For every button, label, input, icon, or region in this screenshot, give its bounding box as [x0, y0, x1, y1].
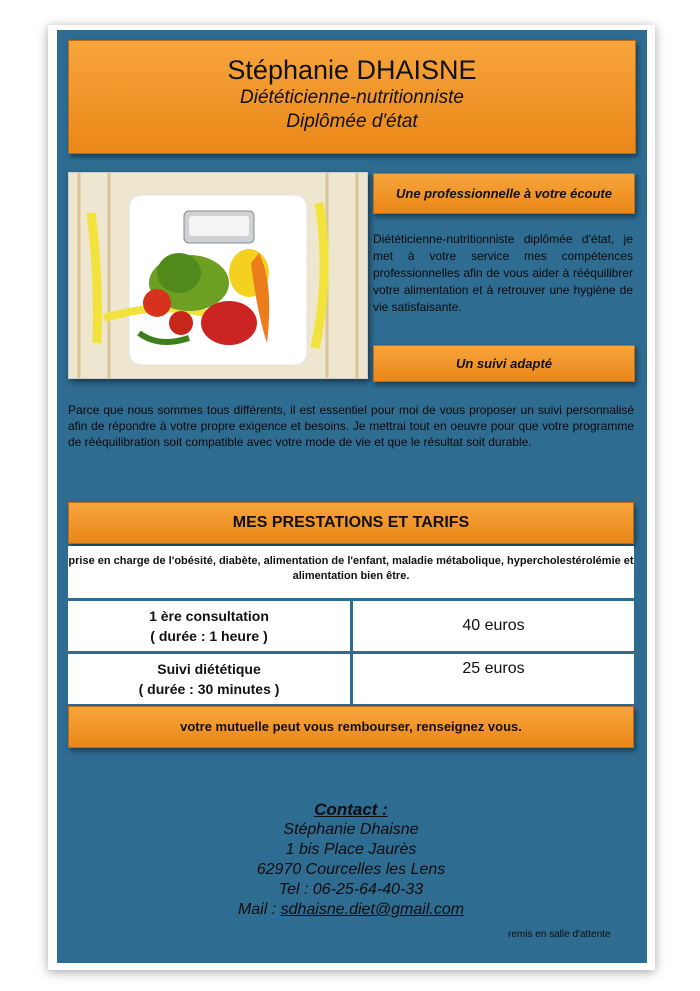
- contact-block: [68, 800, 634, 920]
- contact-address-line1: 1 bis Place Jaurès: [285, 841, 417, 858]
- service-label: [68, 601, 350, 651]
- food-plate-illustration: [69, 173, 367, 378]
- intro-text: Diététicienne-nutritionniste diplômée d'état, je met à votre service mes compétences professionnelles afin de vous aider à rééquilibrer votre alimentation et à retrouver une hygiène de vie satisfaisante.: [373, 232, 633, 314]
- contact-name: Stéphanie Dhaisne: [283, 821, 419, 838]
- price-value: 25 euros: [462, 660, 525, 677]
- mail-label: Mail :: [237, 901, 281, 918]
- table-row: [68, 601, 634, 651]
- contact-title: Contact :: [314, 800, 388, 819]
- personalized-paragraph: Parce que nous sommes tous différents, il est essentiel pour moi de vous proposer un suivi personnalisé afin de répondre à votre propre exigence et besoins. Je mettrai tout en oeuvre pour que votre programme de rééquilibration soit compatible avec votre mode de vie et que le résultat soit durable.: [68, 403, 634, 449]
- table-row: [68, 654, 634, 704]
- service-duration: ( durée : 30 minutes ): [138, 681, 280, 697]
- service-label: [68, 654, 350, 704]
- food-scale-photo: [68, 172, 368, 379]
- price-value: 40 euros: [462, 617, 525, 634]
- contact-address-line2: 62970 Courcelles les Lens: [256, 861, 446, 878]
- dietitian-name: Stéphanie DHAISNE: [227, 55, 477, 85]
- pricing-title: MES PRESTATIONS ET TARIFS: [68, 502, 634, 544]
- service-duration: ( durée : 1 heure ): [150, 628, 268, 644]
- header-box: [68, 40, 636, 154]
- diploma: Diplômée d'état: [286, 111, 418, 132]
- box-followup-title: Un suivi adapté: [373, 345, 635, 382]
- pricing-table: [68, 502, 634, 748]
- box-listening-title: Une professionnelle à votre écoute: [373, 173, 635, 214]
- service-price: [353, 601, 634, 651]
- service-price: [353, 654, 634, 704]
- pricing-description: prise en charge de l'obésité, diabète, alimentation de l'enfant, maladie métabolique, hypercholestérolémie et alimentation bien être.: [68, 546, 634, 598]
- contact-mail-line: [68, 900, 634, 920]
- service-name: 1 ère consultation: [149, 608, 269, 624]
- job-title: Diététicienne-nutritionniste: [240, 87, 464, 108]
- waiting-room-note: remis en salle d'attente: [508, 929, 611, 940]
- email-link[interactable]: sdhaisne.diet@gmail.com: [280, 901, 465, 918]
- service-name: Suivi diététique: [157, 661, 261, 677]
- pricing-footer: votre mutuelle peut vous rembourser, renseignez vous.: [68, 706, 634, 748]
- contact-phone: Tel : 06-25-64-40-33: [278, 881, 424, 898]
